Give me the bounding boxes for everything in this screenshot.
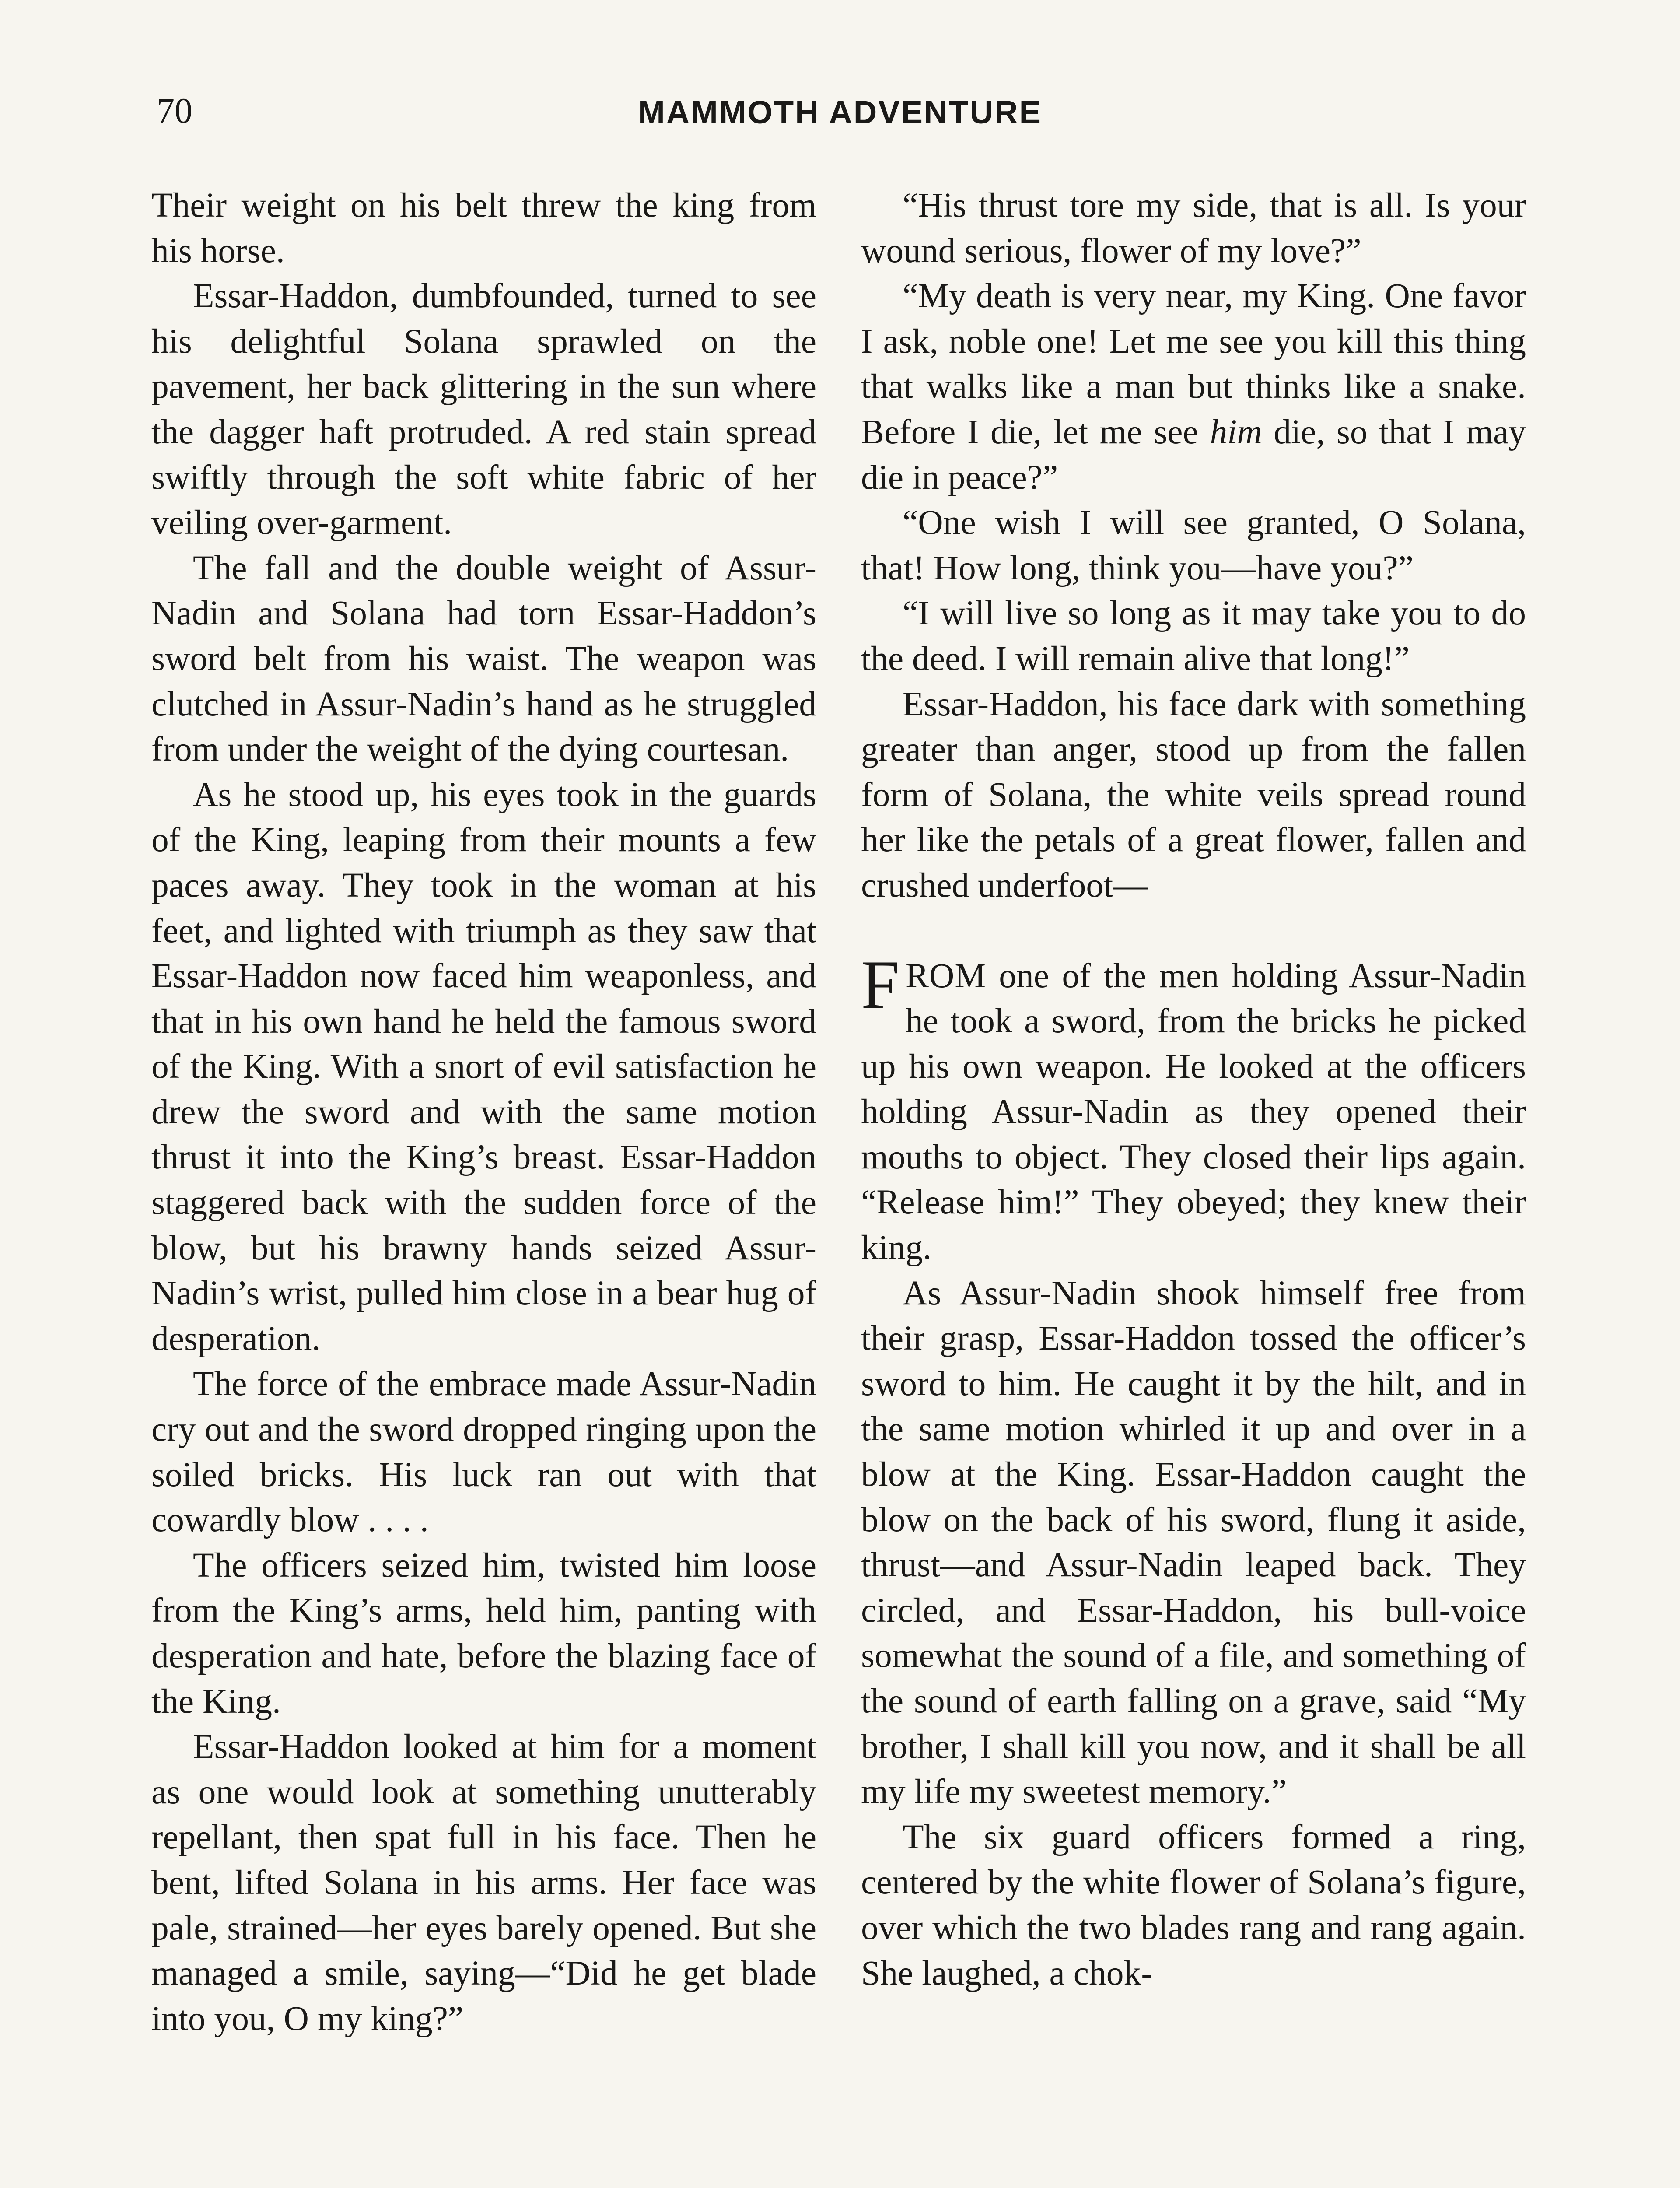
paragraph: The fall and the double weight of Assur-Nadin and Solana had torn Essar-Haddon’s sword belt from his waist. The weapon was clutched in Assur-Nadin’s hand as he struggled from under the weight of the dying courtesan. (151, 548, 816, 769)
paragraph: The six guard officers formed a ring, centered by the white flower of Solana’s figure, over which the two blades rang and rang again. She laughed, a chok- (861, 1817, 1526, 1992)
paragraph: As he stood up, his eyes took in the guards of the King, leaping from their mounts a few paces away. They took in the woman at his feet, and lighted with triumph as they saw that Essar-Haddon now faced him weaponless, and that in his own hand he held the famous sword of the King. With a snort of evil satisfaction he drew the sword and with the same motion thrust it into the King’s breast. Essar-Haddon staggered back with the sudden force of the blow, but his brawny hands seized Assur-Nadin’s wrist, pulled him close in a bear hug of desperation. (151, 775, 816, 1358)
paragraph: “I will live so long as it may take you to do the deed. I will remain alive that long!” (861, 594, 1526, 678)
running-head: MAMMOTH ADVENTURE (638, 94, 1042, 130)
paragraph: As Assur-Nadin shook himself free from their grasp, Essar-Haddon tossed the officer’s sword to him. He caught it by the hilt, and in the same motion whirled it up and over in a blow at the King. Essar-Haddon caught the blow on the back of his sword, flung it aside, thrust—and Assur-Nadin leaped back. They circled, and Essar-Haddon, his bull-voice somewhat the sound of a file, and something of the sound of earth falling on a grave, said “My brother, I shall kill you now, and it shall be all my life my sweetest memory.” (861, 1273, 1526, 1811)
paragraph-text: one of the men holding Assur-Nadin he took a sword, from the bricks he picked up his own weapon. He looked at the officers holding Assur-Nadin as they opened their mouths to object. They closed their lips again. “Release him!” They obeyed; they knew their king. (861, 956, 1526, 1267)
paragraph-text: die, so that I may die in peace?” (861, 412, 1526, 497)
paragraph: The force of the embrace made Assur-Nadin cry out and the sword dropped ringing upon the soiled bricks. His luck ran out with that cowardly blow . . . . (151, 1364, 816, 1539)
drop-cap: F (861, 946, 900, 1023)
paragraph: “One wish I will see granted, O Solana, that! How long, think you—have you?” (861, 503, 1526, 587)
section-opening-word: ROM (905, 956, 987, 995)
paragraph: “His thrust tore my side, that is all. Is your wound serious, flower of my love?” (861, 186, 1526, 270)
emphasized-word: him (1210, 412, 1262, 451)
paragraph (861, 274, 1526, 500)
right-column (861, 183, 1526, 1996)
page-number: 70 (157, 91, 192, 130)
paragraph: Essar-Haddon, dumbfounded, turned to see his delightful Solana sprawled on the pavement, her back glittering in the sun where the dagger haft protruded. A red stain spread swiftly through the soft white fabric of her veiling over-garment. (151, 277, 816, 542)
left-column (151, 183, 816, 2041)
section-opening-paragraph (861, 946, 1526, 1271)
paragraph: The officers seized him, twisted him loose from the King’s arms, held him, panting with desperation and hate, before the blazing face of the King. (151, 1546, 816, 1721)
paragraph-text: “My death is very near, my King. One favor I ask, noble one! Let me see you kill this thing that walks like a man but thinks like a snake. Before I die, let me see (861, 277, 1526, 451)
paragraph: Their weight on his belt threw the king from his horse. (151, 186, 816, 270)
paragraph: Essar-Haddon looked at him for a moment as one would look at something unutterably repellant, then spat full in his face. Then he bent, lifted Solana in his arms. Her face was pale, strained—her eyes barely opened. But she managed a smile, saying—“Did he get blade into you, O my king?” (151, 1727, 816, 2038)
paragraph: Essar-Haddon, his face dark with something greater than anger, stood up from the fallen form of Solana, the white veils spread round her like the petals of a great flower, fallen and crushed underfoot— (861, 684, 1526, 905)
